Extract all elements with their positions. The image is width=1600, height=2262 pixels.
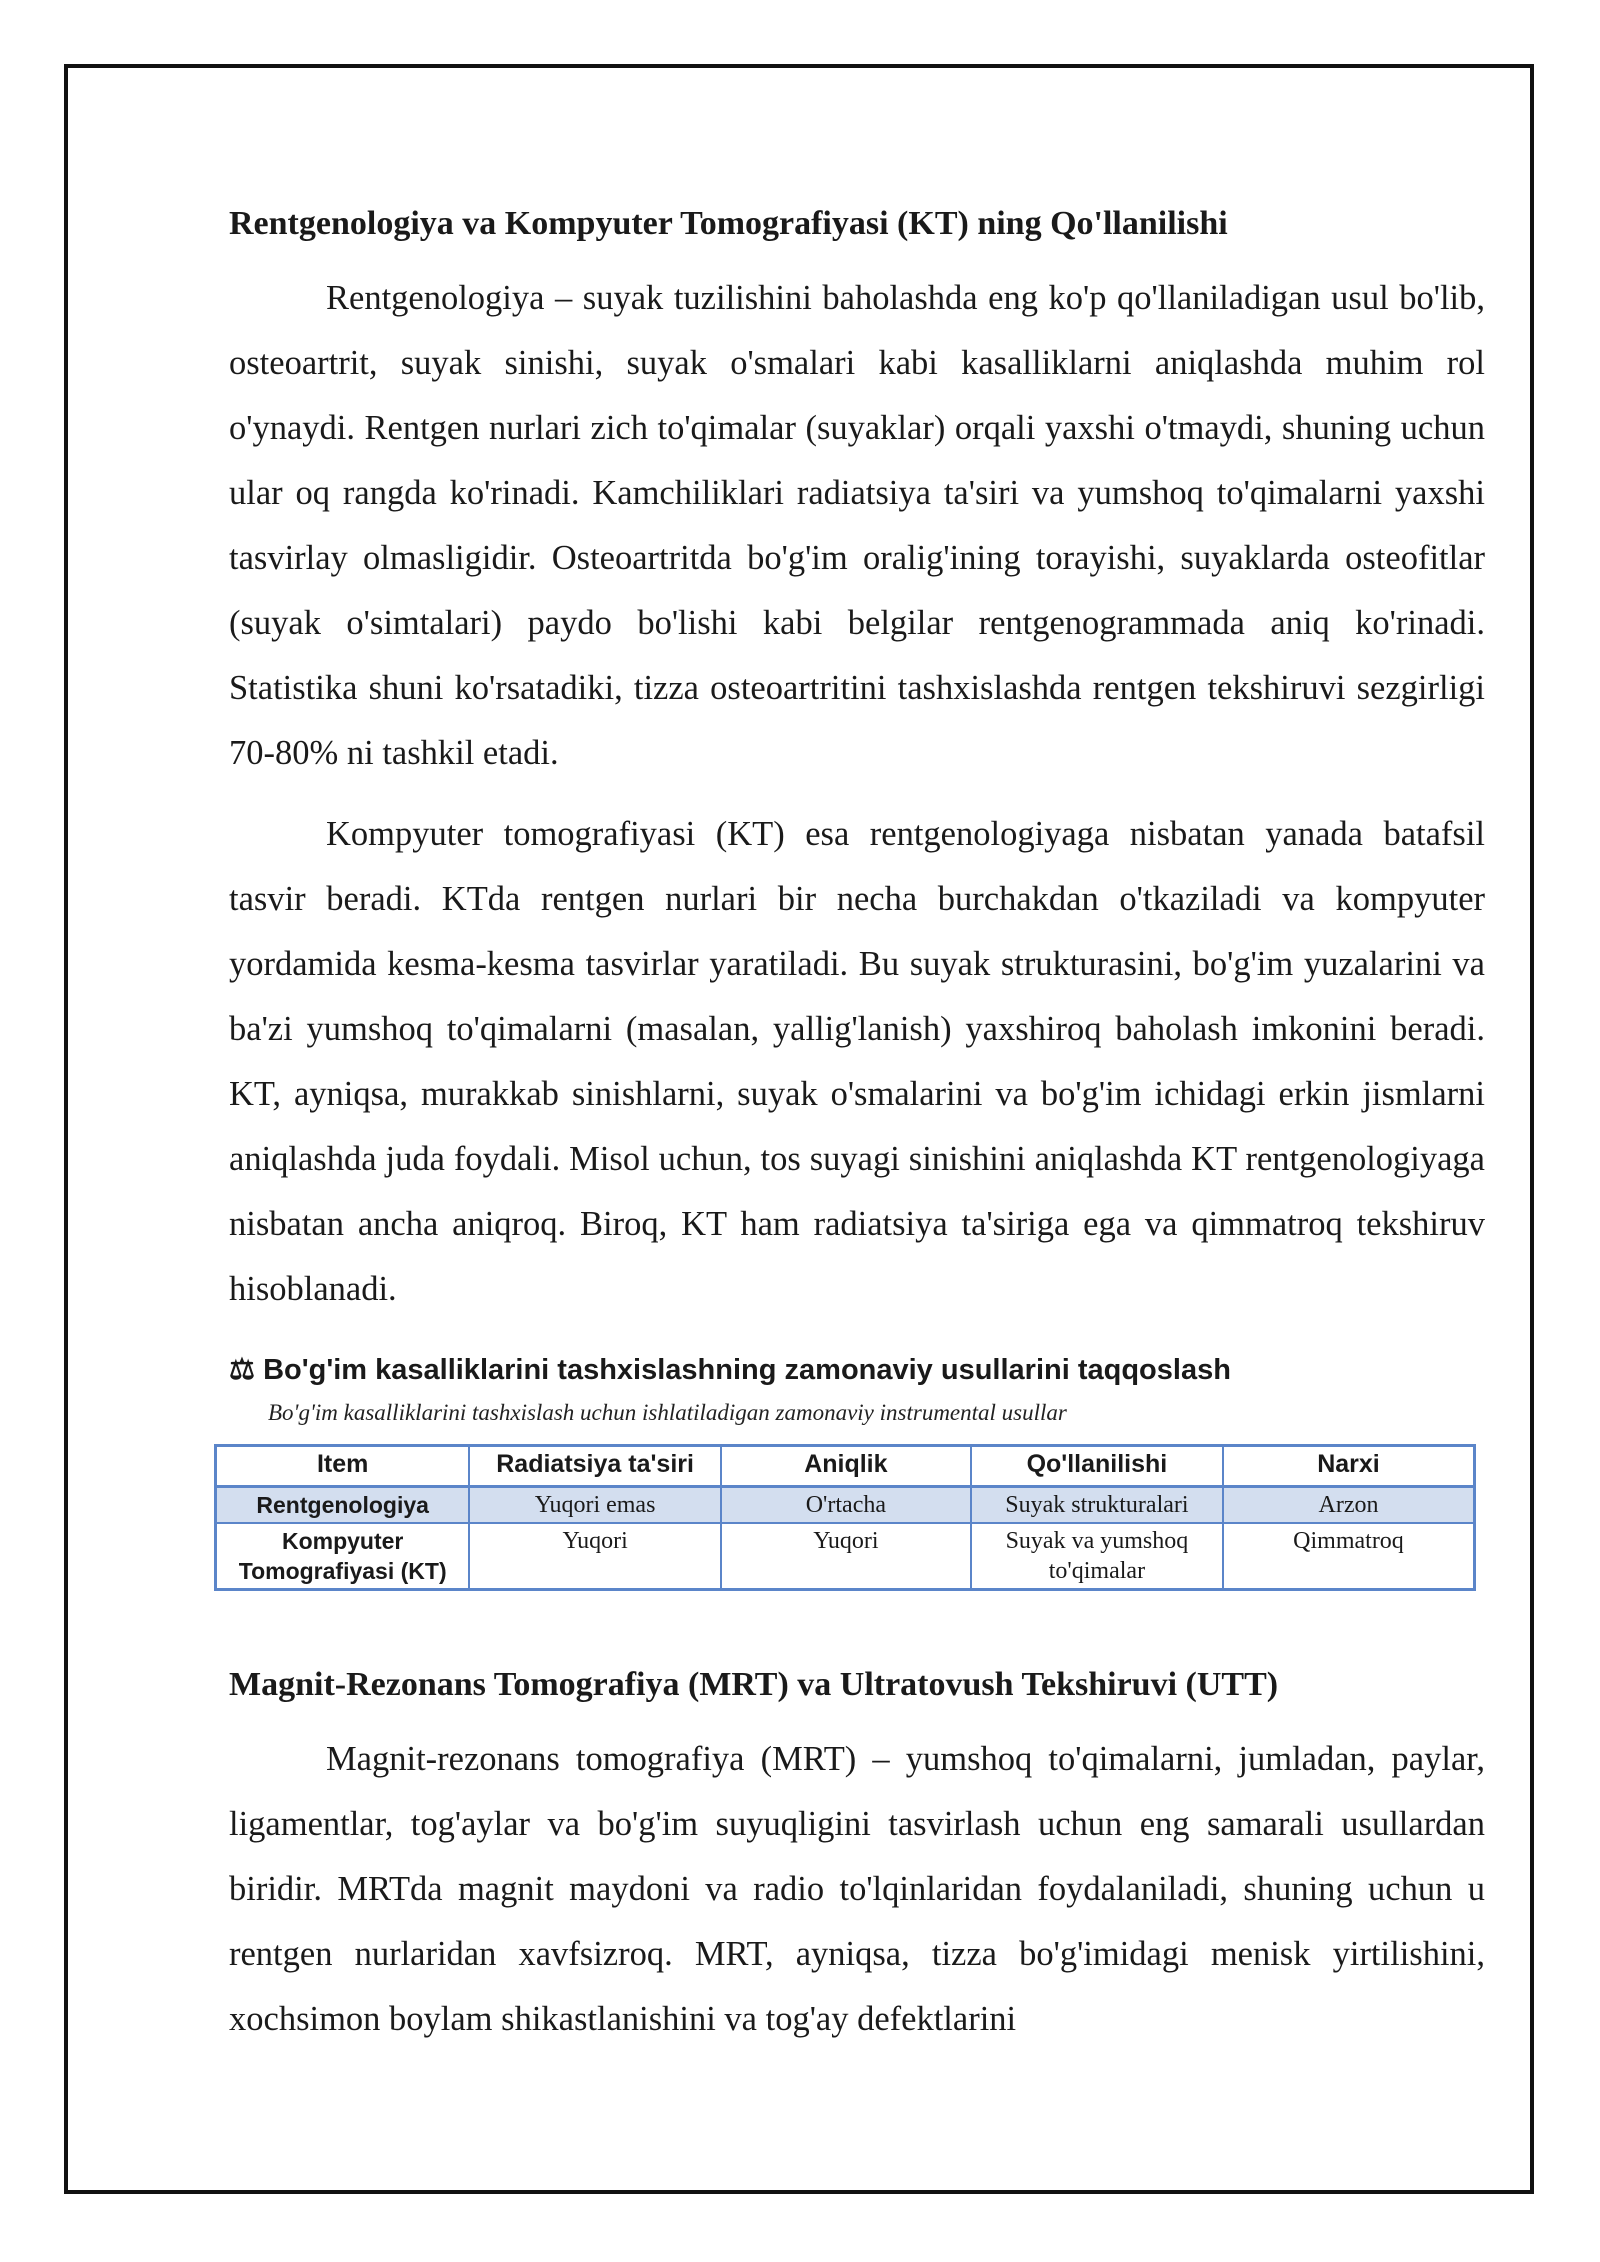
table-cell: Suyak strukturalari	[971, 1487, 1223, 1524]
header-price: Narxi	[1223, 1446, 1475, 1487]
header-item: Item	[216, 1446, 470, 1487]
table-cell: Yuqori emas	[469, 1487, 721, 1524]
section1-paragraph-2: Kompyuter tomografiyasi (KT) esa rentgenologiyaga nisbatan yanada batafsil tasvir beradi. KTda rentgen nurlari bir necha burchakdan o'tkaziladi va kompyuter yordamida kesma-kesma tasvirlar yaratiladi. Bu suyak strukturasini, bo'g'im yuzalarini va ba'zi yumshoq to'qimalarni (masalan, yallig'lanish) yaxshiroq baholash imkonini beradi. KT, ayniqsa, murakkab sinishlarni, suyak o'smalarini va bo'g'im ichidagi erkin jismlarni aniqlashda juda foydali. Misol uchun, tos suyagi sinishini aniqlashda KT rentgenologiyaga nisbatan ancha aniqroq. Biroq, KT ham radiatsiya ta'siriga ega va qimmatroq tekshiruv hisoblanadi.	[229, 815, 1485, 1308]
table-title	[229, 1348, 1485, 1392]
table-cell: Qimmatroq	[1223, 1523, 1475, 1590]
header-radiation: Radiatsiya ta'siri	[469, 1446, 721, 1487]
table-cell: Rentgenologiya	[216, 1487, 470, 1524]
table-cell: Yuqori	[721, 1523, 971, 1590]
table-cell: Kompyuter Tomografiyasi (KT)	[216, 1523, 470, 1590]
section2-heading: Magnit-Rezonans Tomografiya (MRT) va Ultratovush Tekshiruvi (UTT)	[229, 1666, 1279, 1703]
table-cell: O'rtacha	[721, 1487, 971, 1524]
table-caption: Bo'g'im kasalliklarini tashxislash uchun ishlatiladigan zamonaviy instrumental usullar	[268, 1400, 1067, 1425]
section2-paragraph-1: Magnit-rezonans tomografiya (MRT) – yumshoq to'qimalarni, jumladan, paylar, ligamentlar, tog'aylar va bo'g'im suyuqligini tasvirlash uchun eng samarali usullardan biridir. MRTda magnit maydoni va radio to'lqinlaridan foydalaniladi, shuning uchun u rentgen nurlaridan xavfsizroq. MRT, ayniqsa, tizza bo'g'imidagi menisk yirtilishini, xochsimon boylam shikastlanishini va tog'ay defektlarini	[229, 1740, 1485, 2038]
section1-paragraph-1: Rentgenologiya – suyak tuzilishini baholashda eng ko'p qo'llaniladigan usul bo'lib, osteoartrit, suyak sinishi, suyak o'smalari kabi kasalliklarni aniqlashda muhim rol o'ynaydi. Rentgen nurlari zich to'qimalar (suyaklar) orqali yaxshi o'tmaydi, shuning uchun ular oq rangda ko'rinadi. Kamchiliklari radiatsiya ta'siri va yumshoq to'qimalarni yaxshi tasvirlay olmasligidir. Osteoartritda bo'g'im oralig'ining torayishi, suyaklarda osteofitlar (suyak o'simtalari) paydo bo'lishi kabi belgilar rentgenogrammada aniq ko'rinadi. Statistika shuni ko'rsatadiki, tizza osteoartritini tashxislashda rentgen tekshiruvi sezgirligi 70-80% ni tashkil etadi.	[229, 279, 1485, 772]
header-accuracy: Aniqlik	[721, 1446, 971, 1487]
table-cell: Yuqori	[469, 1523, 721, 1590]
table-cell: Arzon	[1223, 1487, 1475, 1524]
comparison-table	[214, 1444, 1476, 1591]
table-title-text: Bo'g'im kasalliklarini tashxislashning zamonaviy usullarini taqqoslash	[263, 1354, 1231, 1386]
table-cell: Suyak va yumshoq to'qimalar	[971, 1523, 1223, 1590]
table-row	[216, 1487, 1475, 1524]
header-application: Qo'llanilishi	[971, 1446, 1223, 1487]
document-body	[229, 198, 1485, 2068]
scales-icon: ⚖	[229, 1354, 255, 1386]
table-row	[216, 1523, 1475, 1590]
section1-heading: Rentgenologiya va Kompyuter Tomografiyasi (KT) ning Qo'llanilishi	[229, 205, 1228, 242]
table-header-row	[216, 1446, 1475, 1487]
